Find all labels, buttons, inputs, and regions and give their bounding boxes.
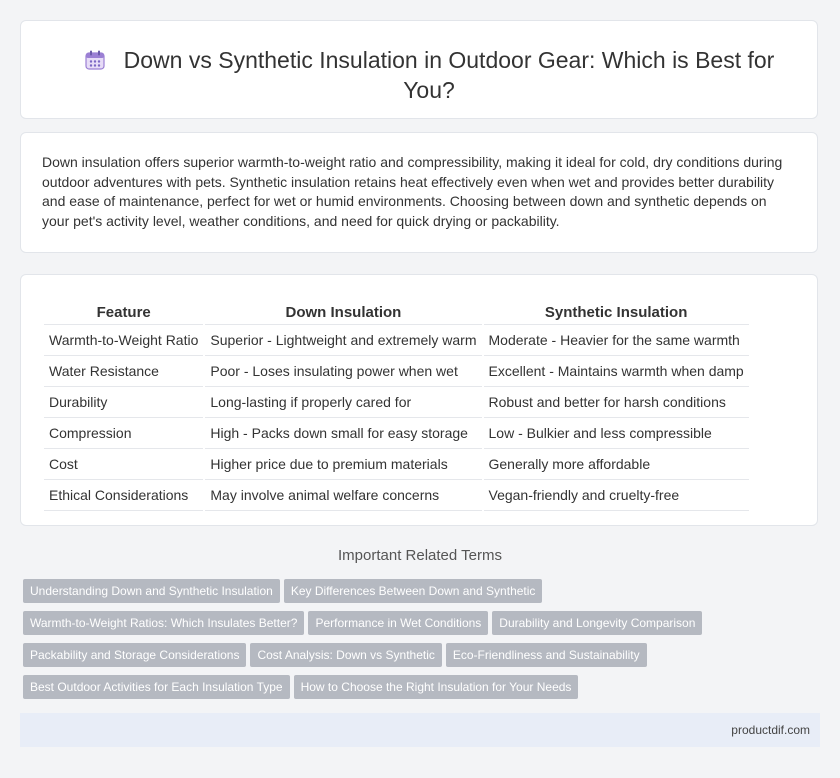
page-title bbox=[61, 45, 797, 105]
table-cell: Warmth-to-Weight Ratio bbox=[44, 325, 203, 356]
intro-paragraph: Down insulation offers superior warmth-to-weight ratio and compressibility, making it ideal for cold, dry conditions during outdoor adventures with pets. Synthetic insulation retains heat effectively even when wet and provides better durability and ease of maintenance, perfect for wet or humid environments. Choosing between down and synthetic depends on your pet's activity level, weather conditions, and need for quick drying or packability. bbox=[42, 154, 783, 229]
table-row bbox=[44, 387, 749, 418]
related-term-tag[interactable]: Warmth-to-Weight Ratios: Which Insulates Better? bbox=[23, 611, 304, 635]
column-header: Down Insulation bbox=[205, 295, 481, 325]
tag-row bbox=[23, 579, 723, 611]
table-cell: Ethical Considerations bbox=[44, 480, 203, 511]
related-term-tag[interactable]: Cost Analysis: Down vs Synthetic bbox=[250, 643, 441, 667]
table-cell: Moderate - Heavier for the same warmth bbox=[484, 325, 749, 356]
related-term-tag[interactable]: Key Differences Between Down and Synthetic bbox=[284, 579, 543, 603]
table-cell: Vegan-friendly and cruelty-free bbox=[484, 480, 749, 511]
table-cell: Generally more affordable bbox=[484, 449, 749, 480]
table-row bbox=[44, 449, 749, 480]
tag-row bbox=[23, 611, 723, 643]
related-terms-list bbox=[23, 579, 723, 707]
table-cell: Poor - Loses insulating power when wet bbox=[205, 356, 481, 387]
related-term-tag[interactable]: Best Outdoor Activities for Each Insulation Type bbox=[23, 675, 290, 699]
table-cell: Water Resistance bbox=[44, 356, 203, 387]
table-cell: Low - Bulkier and less compressible bbox=[484, 418, 749, 449]
related-term-tag[interactable]: Packability and Storage Considerations bbox=[23, 643, 246, 667]
title-card bbox=[20, 20, 818, 119]
table-cell: High - Packs down small for easy storage bbox=[205, 418, 481, 449]
table-cell: Excellent - Maintains warmth when damp bbox=[484, 356, 749, 387]
table-row bbox=[44, 418, 749, 449]
related-term-tag[interactable]: Eco-Friendliness and Sustainability bbox=[446, 643, 647, 667]
table-cell: Compression bbox=[44, 418, 203, 449]
related-term-tag[interactable]: Performance in Wet Conditions bbox=[308, 611, 488, 635]
related-term-tag[interactable]: Durability and Longevity Comparison bbox=[492, 611, 702, 635]
table-cell: Robust and better for harsh conditions bbox=[484, 387, 749, 418]
comparison-table bbox=[42, 295, 751, 511]
table-cell: Cost bbox=[44, 449, 203, 480]
table-row bbox=[44, 480, 749, 511]
related-term-tag[interactable]: How to Choose the Right Insulation for Your Needs bbox=[294, 675, 579, 699]
table-cell: Higher price due to premium materials bbox=[205, 449, 481, 480]
related-terms-heading: Important Related Terms bbox=[338, 547, 502, 564]
tag-row bbox=[23, 675, 723, 707]
footer-site-link[interactable]: productdif.com bbox=[731, 723, 810, 737]
table-cell: Superior - Lightweight and extremely warm bbox=[205, 325, 481, 356]
tag-row bbox=[23, 643, 723, 675]
table-row bbox=[44, 325, 749, 356]
calendar-icon bbox=[84, 49, 106, 71]
page-title-text: Down vs Synthetic Insulation in Outdoor Gear: Which is Best for You? bbox=[123, 47, 775, 103]
comparison-card bbox=[20, 274, 818, 526]
table-cell: May involve animal welfare concerns bbox=[205, 480, 481, 511]
intro-card bbox=[20, 132, 818, 253]
table-cell: Durability bbox=[44, 387, 203, 418]
table-cell: Long-lasting if properly cared for bbox=[205, 387, 481, 418]
table-header-row bbox=[44, 295, 749, 325]
footer bbox=[20, 713, 820, 747]
column-header: Feature bbox=[44, 295, 203, 325]
related-term-tag[interactable]: Understanding Down and Synthetic Insulation bbox=[23, 579, 280, 603]
column-header: Synthetic Insulation bbox=[484, 295, 749, 325]
table-row bbox=[44, 356, 749, 387]
